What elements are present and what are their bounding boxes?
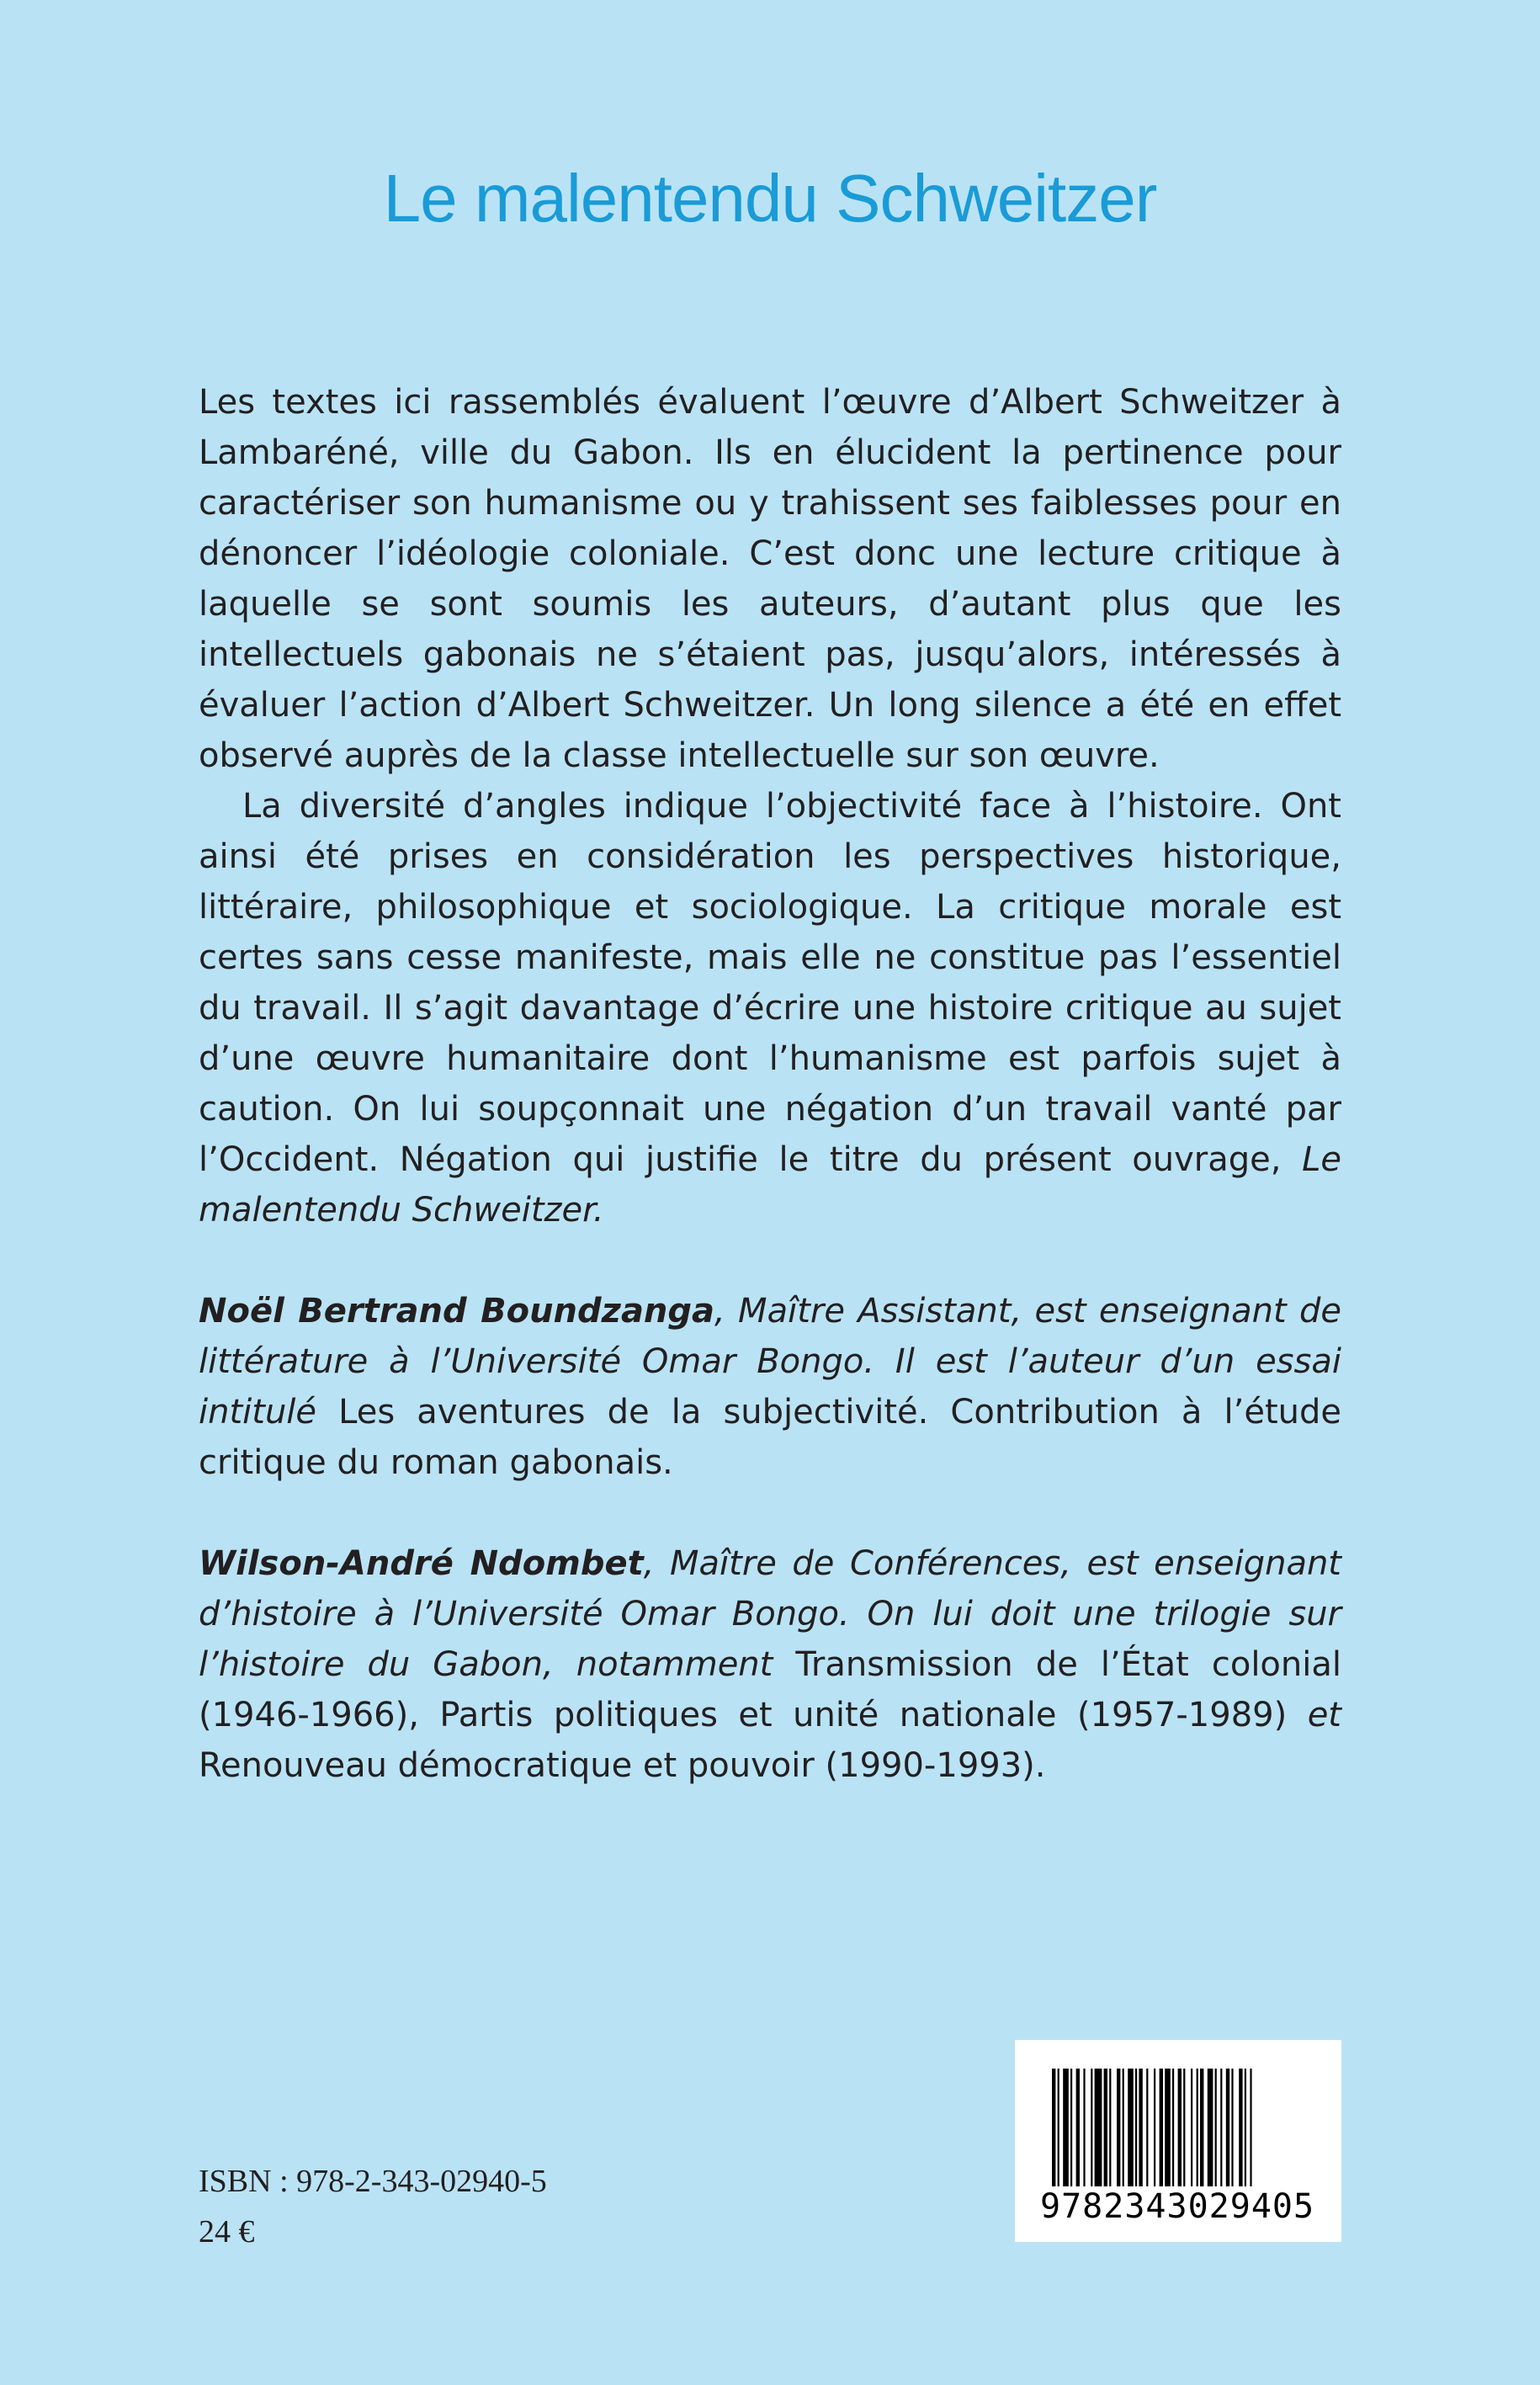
author-2-work-2: Renouveau démocratique et pouvoir (1990-1993).	[199, 1746, 1046, 1785]
author-bio-1	[199, 1286, 1341, 1488]
author-2-connector: et	[1287, 1696, 1341, 1734]
barcode-digits: 9782343029405	[1040, 2187, 1315, 2226]
author-2-work-1: Transmission de l’État colonial (1946-1966), Partis politiques et unité nationale (1957-1989)	[199, 1645, 1341, 1734]
summary-book-title: Le malentendu Schweitzer.	[199, 1140, 1341, 1230]
author-bio-2-text: , Maître de Conférences, est enseignant d’histoire à l’Université Omar Bongo. On lui doit une trilogie sur l’histoire du Gabon, notamment	[199, 1544, 1341, 1684]
summary-paragraph-1: Les textes ici rassemblés évaluent l’œuvre d’Albert Schweitzer à Lambaréné, ville du Gabon. Ils en élucident la pertinence pour caractériser son humanisme ou y trahissent ses faiblesses pour en dénoncer l’idéologie coloniale. C’est donc une lecture critique à laquelle se sont soumis les auteurs, d’autant plus que les intellectuels gabonais ne s’étaient pas, jusqu’alors, intéressés à évaluer l’action d’Albert Schweitzer. Un long silence a été en effet observé auprès de la classe intellectuelle sur son œuvre.	[199, 383, 1341, 775]
barcode	[1015, 2040, 1341, 2242]
author-1-work: Les aventures de la subjectivité. Contribution à l’étude critique du roman gabonais.	[199, 1393, 1342, 1482]
author-bio-2	[199, 1538, 1341, 1791]
barcode-bars-icon	[1052, 2069, 1304, 2195]
book-summary	[199, 377, 1341, 1235]
book-title: Le malentendu Schweitzer	[383, 161, 1157, 236]
price-label: 24 €	[199, 2214, 255, 2250]
author-bio-1-text: , Maître Assistant, est enseignant de littérature à l’Université Omar Bongo. Il est l’auteur d’un essai intitulé	[199, 1292, 1341, 1432]
summary-paragraph-2	[199, 781, 1341, 1235]
author-name-1: Noël Bertrand Boundzanga	[199, 1292, 715, 1331]
isbn-label: ISBN : 978-2-343-02940-5	[199, 2164, 547, 2199]
author-name-2: Wilson-André Ndombet	[199, 1544, 644, 1583]
summary-paragraph-2-text: La diversité d’angles indique l’objectivité face à l’histoire. Ont ainsi été prises en considération les perspectives historique, littéraire, philosophique et sociologique. La critique morale est certes sans cesse manifeste, mais elle ne constitue pas l’essentiel du travail. Il s’agit davantage d’écrire une histoire critique au sujet d’une œuvre humanitaire dont l’humanisme est parfois sujet à caution. On lui soupçonnait une négation d’un travail vanté par l’Occident. Négation qui justifie le titre du présent ouvrage,	[199, 787, 1341, 1179]
